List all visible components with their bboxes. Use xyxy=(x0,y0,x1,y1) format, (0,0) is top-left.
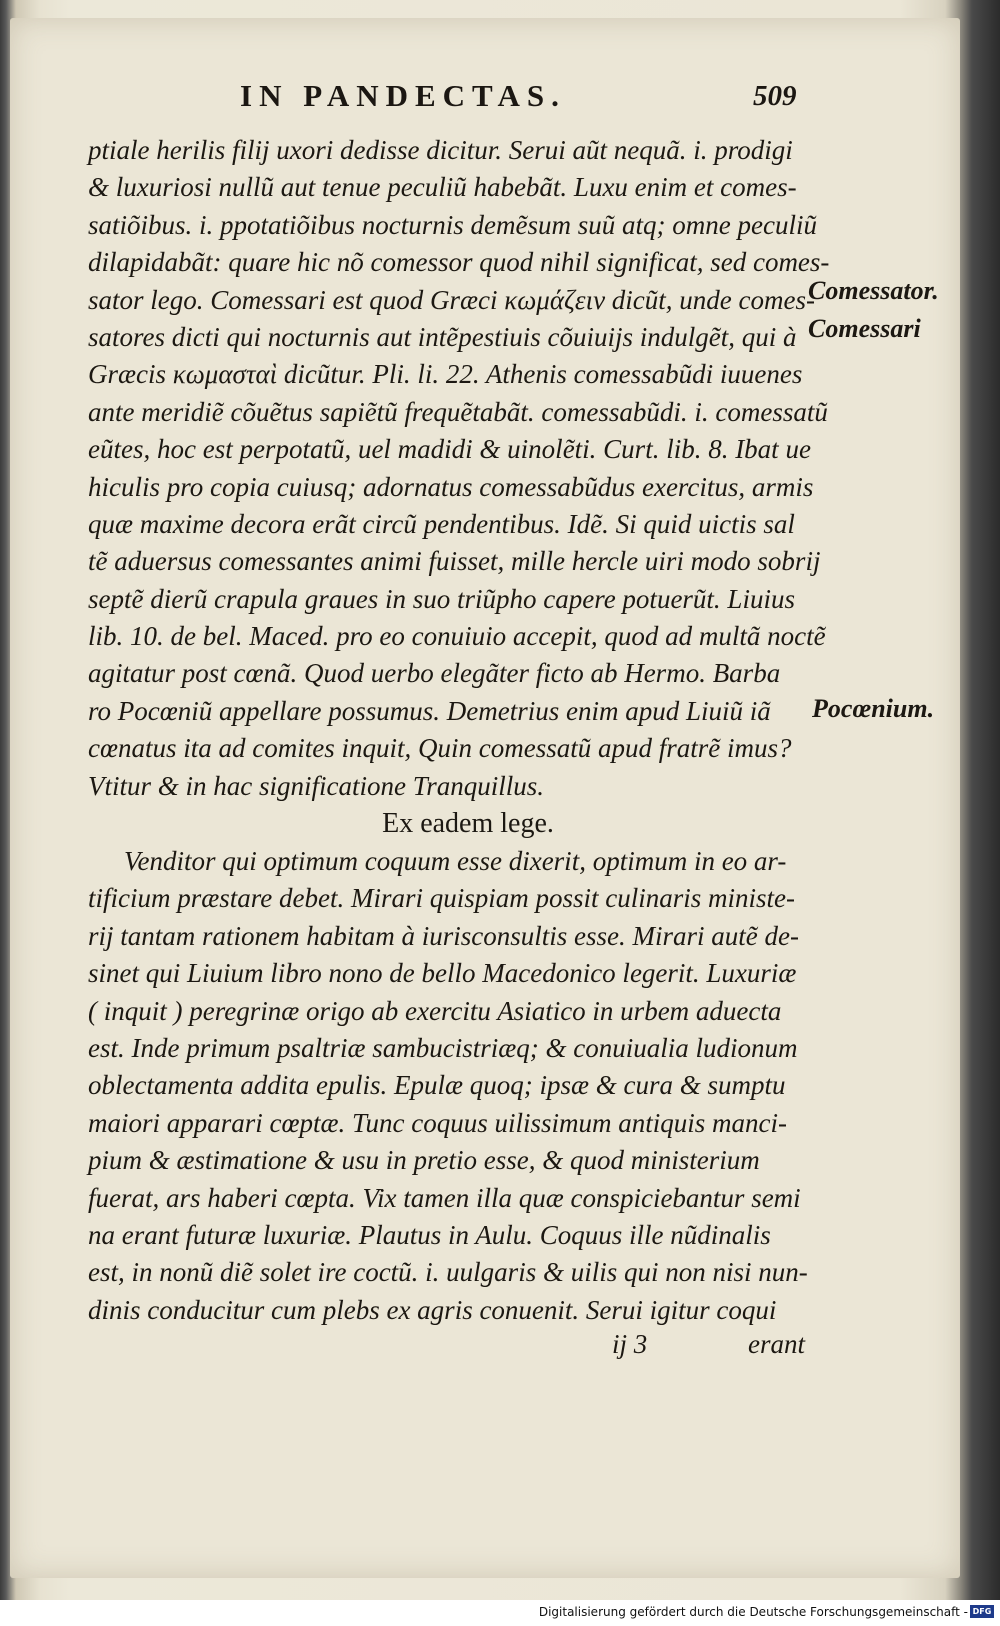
dfg-logo: DFG xyxy=(970,1605,994,1618)
footer-credit: Digitalisierung gefördert durch die Deutsche Forschungsgemeinschaft - xyxy=(538,1605,968,1619)
text-line: cœnatus ita ad comites inquit, Quin comessatũ apud fratrẽ imus? xyxy=(88,733,792,764)
text-line: na erant futuræ luxuriæ. Plautus in Aulu. Coquus ille nũdinalis xyxy=(88,1219,771,1250)
text-line: sator lego. Comessari est quod Græci κωμάζειν dicũt, unde comes- xyxy=(88,284,815,315)
catchword: erant xyxy=(748,1329,805,1359)
text-line: & luxuriosi nullũ aut tenue peculiũ habebãt. Luxu enim et comes- xyxy=(88,172,797,203)
text-line: rij tantam rationem habitam à iurisconsultis esse. Mirari autẽ de- xyxy=(88,920,799,951)
text-line: ante meridiẽ cõuẽtus sapiẽtũ frequẽtabãt. comessabũdi. i. comessatũ xyxy=(88,396,828,427)
text-line: est. Inde primum psaltriæ sambucistriæq; & conuiualia ludionum xyxy=(88,1032,798,1063)
running-title: IN PANDECTAS. xyxy=(240,78,566,113)
text-line: Græcis κωμασταὶ dicũtur. Pli. li. 22. Athenis comessabũdi iuuenes xyxy=(88,359,803,390)
text-line: dilapidabãt: quare hic nõ comessor quod nihil significat, sed comes- xyxy=(88,247,830,278)
text-line: lib. 10. de bel. Maced. pro eo conuiuio accepit, quod ad multã noctẽ xyxy=(88,621,826,652)
text-line: agitatur post cœnã. Quod uerbo elegãter ficto ab Hermo. Barba xyxy=(88,658,781,689)
text-line: satores dicti qui nocturnis aut intẽpestiuis cõuiuijs indulgẽt, qui à xyxy=(88,321,797,352)
text-line: pium & æstimatione & usu in pretio esse, & quod ministerium xyxy=(88,1145,760,1176)
text-line: hiculis pro copia cuiusq; adornatus comessabũdus exercitus, armis xyxy=(88,471,814,502)
text-line: quæ maxime decora erãt circũ pendentibus. Idẽ. Si quid uictis sal xyxy=(88,508,795,539)
text-line: oblectamenta addita epulis. Epulæ quoq; ipsæ & cura & sumptu xyxy=(88,1070,786,1101)
page-number: 509 xyxy=(753,80,797,112)
margin-note-comessator: Comessator. xyxy=(808,276,939,305)
margin-note-pocoenium: Pocœnium. xyxy=(812,694,935,723)
text-line: maiori apparari cœptæ. Tunc coquus uilissimum antiquis manci- xyxy=(88,1107,788,1138)
text-line: sinet qui Liuium libro nono de bello Macedonico legerit. Luxuriæ xyxy=(88,958,797,989)
text-line: satiõibus. i. ppotatiõibus nocturnis demẽsum suũ atq; omne peculiũ xyxy=(88,209,817,240)
text-line: septẽ dierũ crapula graues in suo triũpho capere potuerũt. Liuius xyxy=(88,583,795,614)
text-line: tificium præstare debet. Mirari quispiam possit culinaris ministe- xyxy=(88,883,795,914)
text-line: ( inquit ) peregrinæ origo ab exercitu Asiatico in urbem aduecta xyxy=(88,995,782,1026)
text-line: tẽ aduersus comessantes animi fuisset, mille hercle uiri modo sobrij xyxy=(88,546,821,577)
text-line: est, in nonũ diẽ solet ire coctũ. i. uulgaris & uilis qui non nisi nun- xyxy=(88,1257,808,1288)
text-line: Venditor qui optimum coquum esse dixerit, optimum in eo ar- xyxy=(124,846,787,877)
text-line: ro Pocœniũ appellare possumus. Demetrius enim apud Liuiũ iã xyxy=(88,695,771,726)
margin-note-comessari: Comessari xyxy=(808,314,921,343)
main-text-block xyxy=(88,132,830,1329)
text-line: ptiale herilis filij uxori dedisse dicitur. Serui aũt nequã. i. prodigi xyxy=(88,135,793,165)
text-line: eũtes, hoc est perpotatũ, uel madidi & uinolẽti. Curt. lib. 8. Ibat ue xyxy=(88,434,811,465)
text-line: fuerat, ars haberi cœpta. Vix tamen illa quæ conspiciebantur semi xyxy=(88,1182,801,1213)
section-heading: Ex eadem lege. xyxy=(382,808,554,840)
text-line: Vtitur & in hac significatione Tranquillus. xyxy=(88,770,545,801)
signature-mark: ij 3 xyxy=(612,1329,648,1359)
text-line: dinis conducitur cum plebs ex agris conuenit. Serui igitur coqui xyxy=(88,1294,777,1325)
